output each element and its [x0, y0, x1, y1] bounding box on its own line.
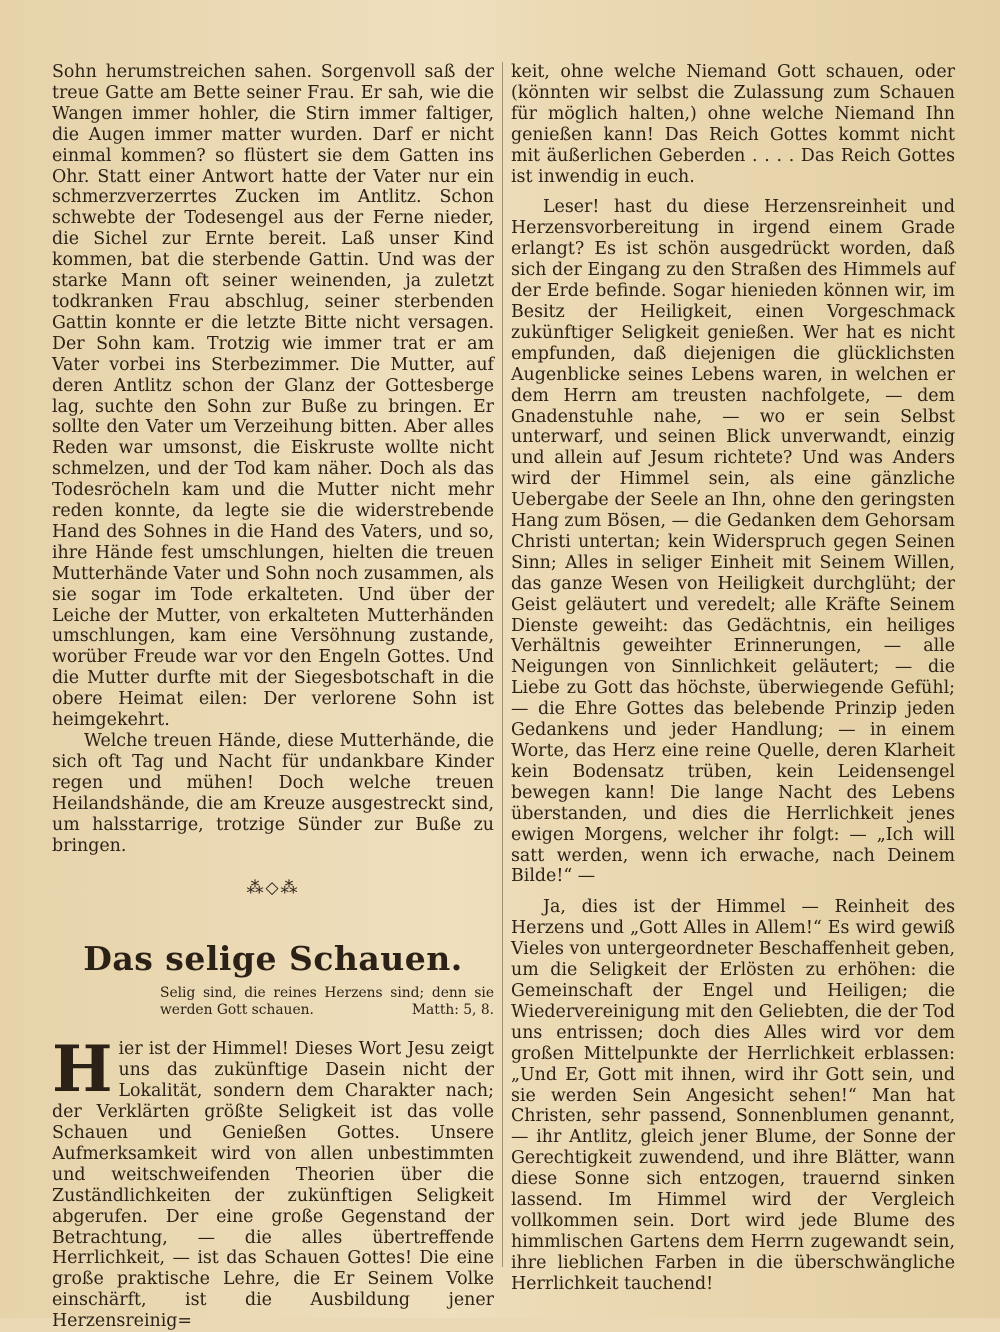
- article-continuation-paragraph: keit, ohne welche Niemand Gott schauen, oder (könnten wir selbst die Zulassung zum Schauen für möglich halten,) ohne welche Niemand Ihn genießen kann! Das Reich Gottes kommt nicht mit äußerlichen Geberden . . . . Das Reich Gottes ist inwendig in euch.: [511, 62, 955, 187]
- story-ending-paragraph: Sohn herumstreichen sahen. Sorgenvoll saß der treue Gatte am Bette seiner Frau. Er sah, wie die Wangen immer hohler, die Stirn immer faltiger, die Augen immer matter wurden. Darf er nicht einmal kommen? so flüstert sie dem Gatten ins Ohr. Statt einer Antwort hatte der Vater nur ein schmerzverzerrtes Zucken im Antlitz. Schon schwebte der Todesengel aus der Ferne nieder, die Sichel zur Ernte bereit. Laß unser Kind kommen, bat die sterbende Gattin. Und was der starke Mann oft seiner weinenden, ja zuletzt todkranken Frau abschlug, seiner sterbenden Gattin konnte er die letzte Bitte nicht versagen. Der Sohn kam. Trotzig wie immer trat er am Vater vorbei ins Sterbezimmer. Die Mutter, auf deren Antlitz schon der Glanz der Gottesberge lag, suchte den Sohn zur Buße zu bringen. Er sollte den Vater um Verzeihung bitten. Aber alles Reden war umsonst, die Eiskruste wollte nicht schmelzen, und der Tod kam näher. Doch als das Todesröcheln kam und die Mutter nicht mehr reden konnte, da legte sie die widerstrebende Hand des Sohnes in die Hand des Vaters, und so, ihre Hände fest umschlungen, hielten die treuen Mutterhände Vater und Sohn noch zusammen, als sie sogar im Tode erkalteten. Und über der Leiche der Mutter, von erkalteten Mutterhänden umschlungen, kam eine Versöhnung zustande, worüber Freude war vor den Engeln Gottes. Und die Mutter durfte mit der Siegesbotschaft in die obere Heimat eilen: Der verlorene Sohn ist heimgekehrt.: [52, 62, 494, 731]
- article-motto: [52, 985, 494, 1019]
- article-title: Das selige Schauen.: [83, 939, 463, 979]
- right-column: [511, 62, 955, 1295]
- left-column: [52, 62, 494, 1332]
- motto-reference: Matth: 5, 8.: [411, 1002, 494, 1019]
- story-closing-paragraph: Welche treuen Hände, diese Mutterhände, die sich oft Tag und Nacht für undankbare Kinder regen und mühen! Doch welche treuen Heilandshände, die am Kreuze ausgestreckt sind, um halsstarrige, trotzige Sünder zur Buße zu bringen.: [52, 731, 494, 856]
- column-divider: [502, 62, 503, 1267]
- article-opening-paragraph: [52, 1032, 494, 1332]
- heaven-paragraph: Ja, dies ist der Himmel — Reinheit des Herzens und „Gott Alles in Allem!“ Es wird gewiß Vieles von untergeordneter Beschaffenheit geben, um die Seligkeit der Erlösten zu erhöhen: die Gemeinschaft der Engel und Heiligen; die Wiedervereinigung mit den Geliebten, die der Tod uns entrissen; doch dies Alles wird vor dem großen Mittelpunkte der Herrlichkeit erblassen: „Und Er, Gott mit ihnen, wird ihr Gott sein, und sie werden Sein Angesicht sehen!“ Man hat Christen, sehr passend, Sonnenblumen genannt, — ihr Antlitz, gleich jener Blume, der Sonne der Gerechtigkeit zuwendend, und ihre Blätter, wann diese Sonne sich entzogen, trauernd sinken lassend. Im Himmel wird der Vergleich vollkommen sein. Dort wird jede Blume des himmlischen Gartens dem Herrn zugewandt sein, ihre lieblichen Farben in die überschwängliche Herrlichkeit tauchend!: [511, 897, 955, 1294]
- drop-cap-letter: H: [52, 1032, 113, 1108]
- section-ornament: ⁂◇⁂: [246, 878, 300, 899]
- article-opening-text: ier ist der Himmel! Dieses Wort Jesu zeigt uns das zukünftige Dasein nicht der Lokalität, sondern dem Charakter nach; der Verklärten größte Seligkeit ist das volle Schauen und Genießen Gottes. Unsere Aufmerksamkeit wird von allen unbestimmten und weitschweifenden Theorien über die Zuständlichkeiten der zukünftigen Seligkeit abgerufen. Der eine große Gegenstand der Betrachtung, — die alles übertreffende Herrlichkeit, — ist das Schauen Gottes! Die eine große praktische Lehre, die Er Seinem Volke einschärft, ist die Ausbildung jener Herzensreinig=: [52, 1039, 494, 1332]
- motto-text: Selig sind, die reines Herzens sind; denn sie werden Gott schauen.: [160, 985, 494, 1019]
- reader-address-paragraph: Leser! hast du diese Herzensreinheit und Herzensvorbereitung in irgend einem Grade erlangt? Es ist schön ausgedrückt worden, daß sich der Eingang zu den Straßen des Himmels auf der Erde befinde. Sogar hienieden können wir, im Besitz der Heiligkeit, einen Vorgeschmack zukünftiger Seligkeit genießen. Wer hat es nicht empfunden, daß diejenigen die glücklichsten Augenblicke seines Lebens waren, in welchen er dem Herrn am treusten nachfolgete, — dem Gnadenstuhle nahe, — wo er sein Selbst unterwarf, und seinen Blick unverwandt, einzig und allein auf Jesum richtete? Und was Anders wird der Himmel sein, als eine gänzliche Uebergabe der Seele an Ihn, ohne den geringsten Hang zum Bösen, — die Gedanken dem Gehorsam Christi untertan; kein Widerspruch gegen Seinen Sinn; Alles in seliger Einheit mit Seinem Willen, das ganze Wesen von Heiligkeit durchglüht; der Geist geläutert und veredelt; alle Kräfte Seinem Dienste geweiht: das Gedächtnis, ein heiliges Verhältnis geweihter Erinnerungen, — alle Neigungen von Sinnlichkeit geläutert; — die Liebe zu Gott das höchste, überwiegende Gefühl; — die Ehre Gottes das belebende Prinzip jeden Gedankens und jeder Handlung; — in einem Worte, das Herz eine reine Quelle, deren Klarheit kein Bodensatz trüben, kein Leidensengel bewegen kann! Die lange Nacht des Lebens überstanden, und dies die Herrlichkeit jenes ewigen Morgens, welcher ihr folgt: — „Ich will satt werden, wenn ich erwache, nach Deinem Bilde!“ —: [511, 197, 955, 887]
